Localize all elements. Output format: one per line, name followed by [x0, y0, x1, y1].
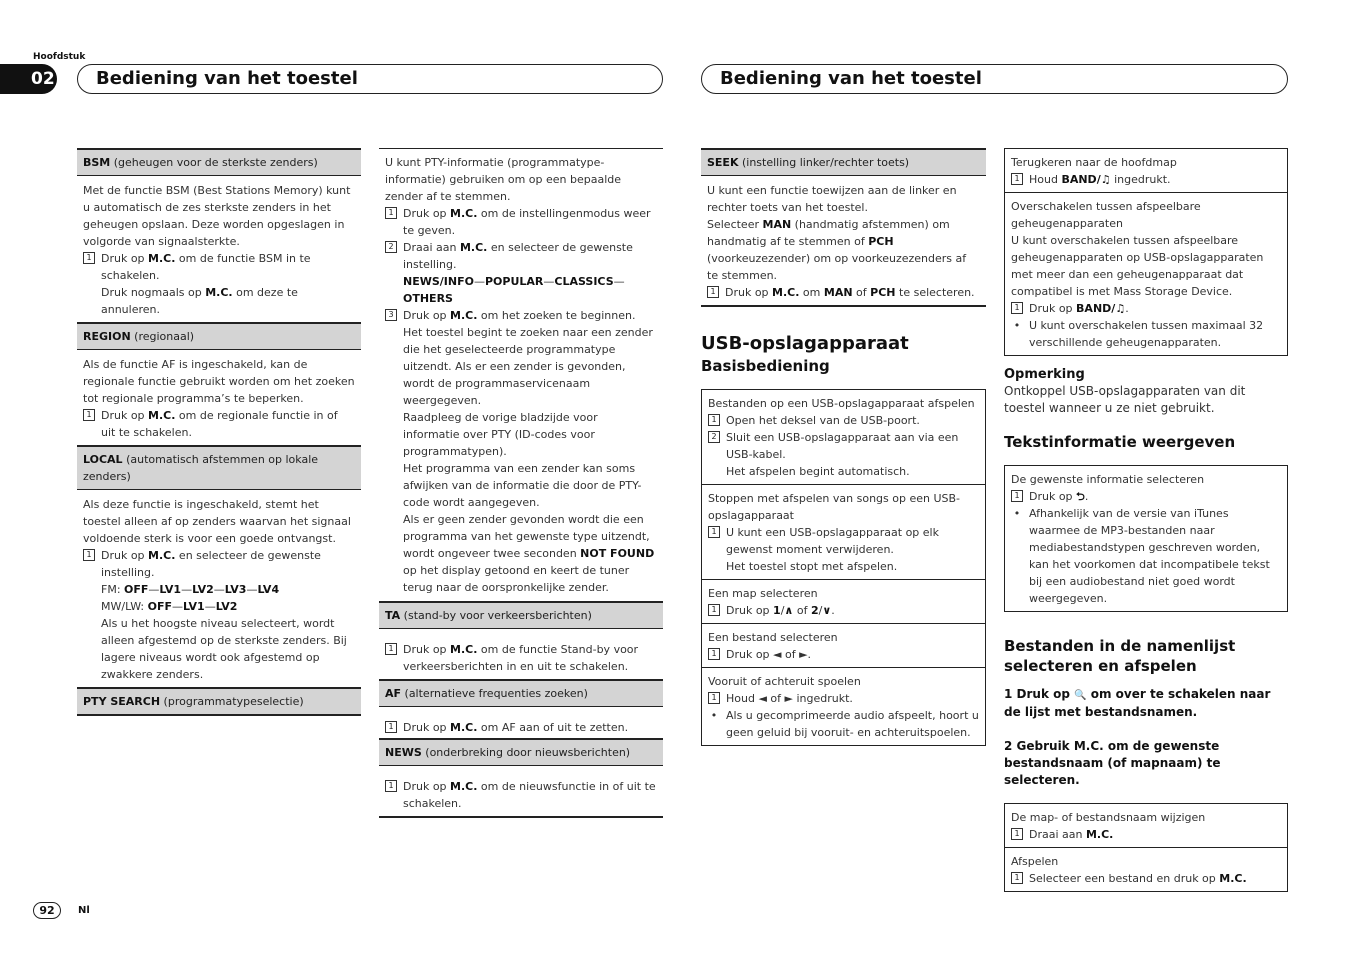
local-paragraph: Als deze functie is ingeschakeld, stemt het toestel alleen af op zenders waarvan het signaal voldoende sterk is voor een goede ontvangst.	[83, 498, 351, 545]
step-number: 2	[385, 241, 397, 253]
bestanden-title: Bestanden in de namenlijst selecteren en afspelen	[1004, 637, 1236, 675]
news-bar: NEWS (onderbreking door nieuwsberichten)	[379, 738, 663, 766]
ta-bar: TA (stand-by voor verkeersberichten)	[379, 601, 663, 629]
step-number: 1	[708, 648, 720, 660]
tekstinformatie-title: Tekstinformatie weergeven	[1004, 433, 1236, 451]
step-number: 1	[708, 414, 720, 426]
step-number: 3	[385, 309, 397, 321]
pty-section	[379, 149, 663, 598]
up-icon: ∧	[784, 604, 794, 617]
return-icon: ⮌	[1076, 490, 1085, 503]
step-number: 1	[1011, 828, 1023, 840]
usb-title: USB-opslagapparaat	[701, 333, 909, 354]
play-row: Afspelen 1 Selecteer een bestand en druk op M.C.	[1005, 847, 1287, 891]
step-number: 1	[83, 549, 95, 561]
down-icon: ∨	[822, 604, 832, 617]
column-2	[379, 148, 663, 818]
local-step-1: 1 Druk op M.C. en selecteer de gewenste instelling. FM: OFF—LV1—LV2—LV3—LV4 MW/LW: OFF—LV1—LV2 Als u het hoogste niveau selecteert, wordt alleen afgestemd op de sterkste zenders. Bij lagere niveaus wordt ook afgestemd op zwakkere zenders.	[83, 547, 355, 683]
local-section	[77, 490, 361, 685]
step-number: 1	[1011, 490, 1023, 502]
rename-row: De map- of bestandsnaam wijzigen 1 Draai aan M.C.	[1011, 811, 1206, 841]
step-number: 1	[385, 780, 397, 792]
chapter-number-tab	[0, 64, 57, 94]
language-code: Nl	[78, 905, 90, 916]
ta-step-1: 1 Druk op M.C. om de functie Stand-by voor verkeersberichten in en uit te schakelen.	[385, 641, 657, 675]
pty-step-3: 3 Druk op M.C. om het zoeken te beginnen. Het toestel begint te zoeken naar een zender die het geselecteerde programmatype uitzendt. Als er een zender is gevonden, wordt de programmaservicenaam weergegeven. Raadpleeg de vorige bladzijde voor informatie over PTY (ID-codes voor programmatypen). Het programma van een zender kan soms afwijken van de informatie die door de PTY-code wordt aangegeven. Als er geen zender gevonden wordt die een programma van het gewenste type uitzendt, wordt ongeveer twee seconden NOT FOUND op het display getoond en keert de tuner terug naar de oorspronkelijke zender.	[385, 307, 657, 596]
page-header-right: Bediening van het toestel	[701, 64, 1288, 94]
region-step-1: 1 Druk op M.C. om de regionale functie in of uit te schakelen.	[83, 407, 355, 441]
music-icon: ♫	[1115, 302, 1126, 315]
root-box	[1004, 148, 1288, 356]
step-number: 1	[385, 721, 397, 733]
basis-row-file: Een bestand selecteren 1 Druk op ◄ of ►.	[702, 623, 985, 667]
bestanden-step-1: 1 Druk op 🔍 om over te schakelen naar de lijst met bestandsnamen.	[1004, 687, 1271, 719]
af-step-1: 1 Druk op M.C. om AF aan of uit te zetten.	[385, 719, 657, 736]
memory-row: Overschakelen tussen afspeelbare geheugenapparaten U kunt overschakelen tussen afspeelbare geheugenapparaten op USB-opslagapparaten met meer dan een geheugenapparaat dat compatibel is met Mass Storage Device. 1 Druk op BAND/♫. • U kunt overschakelen tussen maximaal 32 verschillende geheugenapparaten.	[1005, 192, 1287, 355]
page-number: 92	[33, 902, 61, 919]
opmerking-text: Ontkoppel USB-opslagapparaten van dit toestel wanneer u ze niet gebruikt.	[1004, 384, 1246, 415]
step-number: 1	[385, 207, 397, 219]
bsm-step-1: 1 Druk op M.C. om de functie BSM in te schakelen. Druk nogmaals op M.C. om deze te annuleren.	[83, 250, 355, 318]
music-icon: ♫	[1100, 173, 1111, 186]
basis-box	[701, 389, 986, 746]
region-section	[77, 350, 361, 443]
basis-row-stop: Stoppen met afspelen van songs op een USB-opslagapparaat 1 U kunt een USB-opslagapparaat op elk gewenst moment verwijderen. Het toestel stopt met afspelen.	[702, 484, 985, 579]
step-number: 1	[708, 526, 720, 538]
seek-paragraph-2: Selecteer MAN (handmatig afstemmen) om handmatig af te stemmen of PCH (voorkeuzezender) om op voorkeuzezenders af te stemmen.	[707, 218, 967, 282]
local-bar: LOCAL (automatisch afstemmen op lokale zenders)	[77, 445, 361, 490]
bestanden-step-2: 2 Gebruik M.C. om de gewenste bestandsnaam (of mapnaam) te selecteren.	[1004, 739, 1221, 787]
opmerking-title: Opmerking	[1004, 367, 1085, 382]
step-number: 1	[708, 692, 720, 704]
step-number: 1	[83, 409, 95, 421]
bsm-bar: BSM (geheugen voor de sterkste zenders)	[77, 148, 361, 176]
pty-step-1: 1 Druk op M.C. om de instellingenmodus weer te geven.	[385, 205, 657, 239]
column-4	[1004, 148, 1288, 892]
basis-row-seek: Vooruit of achteruit spoelen 1 Houd ◄ of ► ingedrukt. • Als u gecomprimeerde audio afspeelt, hoort u geen geluid bij vooruit- en achteruitspoelen.	[702, 667, 985, 745]
af-bar: AF (alternatieve frequenties zoeken)	[379, 679, 663, 707]
search-icon: 🔍	[1074, 690, 1087, 701]
seek-paragraph-1: U kunt een functie toewijzen aan de linker en rechter toets van het toestel.	[707, 184, 957, 214]
tekst-box	[1004, 465, 1288, 612]
pty-search-bar: PTY SEARCH (programmatypeselectie)	[77, 687, 361, 716]
hoofdstuk-label: Hoofdstuk	[33, 52, 86, 62]
step-number: 1	[83, 252, 95, 264]
basis-row-play: Bestanden op een USB-opslagapparaat afspelen 1 Open het deksel van de USB-poort. 2 Sluit een USB-opslagapparaat aan via een USB-kabel. Het afspelen begint automatisch.	[708, 397, 975, 478]
step-number: 1	[1011, 302, 1023, 314]
bsm-section	[77, 176, 361, 320]
seek-bar: SEEK (instelling linker/rechter toets)	[701, 148, 986, 176]
pty-step-2: 2 Draai aan M.C. en selecteer de gewenste instelling. NEWS/INFO—POPULAR—CLASSICS— OTHERS	[385, 239, 657, 307]
step-number: 1	[385, 643, 397, 655]
page-header-left: Bediening van het toestel	[77, 64, 663, 94]
column-1	[77, 148, 361, 716]
step-number: 1	[1011, 173, 1023, 185]
region-bar: REGION (regionaal)	[77, 322, 361, 350]
step-number: 1	[708, 604, 720, 616]
step-number: 1	[1011, 872, 1023, 884]
root-row: Terugkeren naar de hoofdmap 1 Houd BAND/♫ ingedrukt.	[1011, 156, 1177, 186]
seek-step-1: 1 Druk op M.C. om MAN of PCH te selecteren.	[707, 284, 980, 301]
seek-section	[701, 176, 986, 307]
pty-paragraph: U kunt PTY-informatie (programmatype-informatie) gebruiken om op een bepaalde zender af te stemmen.	[385, 156, 622, 203]
step-number: 2	[708, 431, 720, 443]
af-section	[379, 707, 663, 738]
basis-row-folder: Een map selecteren 1 Druk op 1/∧ of 2/∨.	[702, 579, 985, 623]
ta-section	[379, 629, 663, 677]
news-step-1: 1 Druk op M.C. om de nieuwsfunctie in of uit te schakelen.	[385, 778, 657, 812]
basisbediening-title: Basisbediening	[701, 357, 830, 375]
news-section	[379, 766, 663, 818]
chapter-number: 02	[31, 69, 55, 89]
step-number: 1	[707, 286, 719, 298]
region-paragraph: Als de functie AF is ingeschakeld, kan de regionale functie gebruikt worden om het zoeken tot regionale programma’s te beperken.	[83, 358, 355, 405]
bsm-paragraph: Met de functie BSM (Best Stations Memory) kunt u automatisch de zes sterkste zenders in het geheugen opslaan. Deze worden opgeslagen in volgorde van signaalsterkte.	[83, 184, 351, 248]
names-box	[1004, 803, 1288, 892]
tekst-row: De gewenste informatie selecteren 1 Druk op ⮌. • Afhankelijk van de versie van iTunes waarmee de MP3-bestanden naar mediabestandstypen geschreven worden, kan het voorkomen dat incompatibele tekst bij een audiobestand niet goed wordt weergegeven.	[1011, 473, 1270, 605]
column-3	[701, 148, 986, 746]
